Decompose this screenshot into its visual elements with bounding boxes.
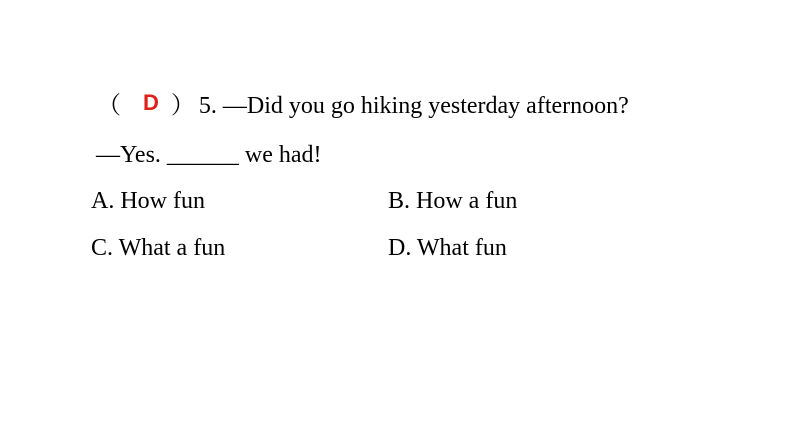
answer-paren-open: （ bbox=[97, 93, 121, 119]
answer-letter: D bbox=[143, 90, 159, 115]
option-a: A. How fun bbox=[91, 188, 205, 214]
question-line bbox=[97, 91, 629, 121]
question-text: —Did you go hiking yesterday afternoon? bbox=[222, 93, 629, 119]
option-b: B. How a fun bbox=[388, 188, 518, 214]
question-number: 5. bbox=[198, 93, 217, 119]
answer-paren-close: ） bbox=[170, 93, 195, 119]
reply-line: —Yes. ______ we had! bbox=[96, 142, 322, 168]
option-c: C. What a fun bbox=[91, 235, 226, 261]
option-d: D. What fun bbox=[388, 235, 507, 261]
